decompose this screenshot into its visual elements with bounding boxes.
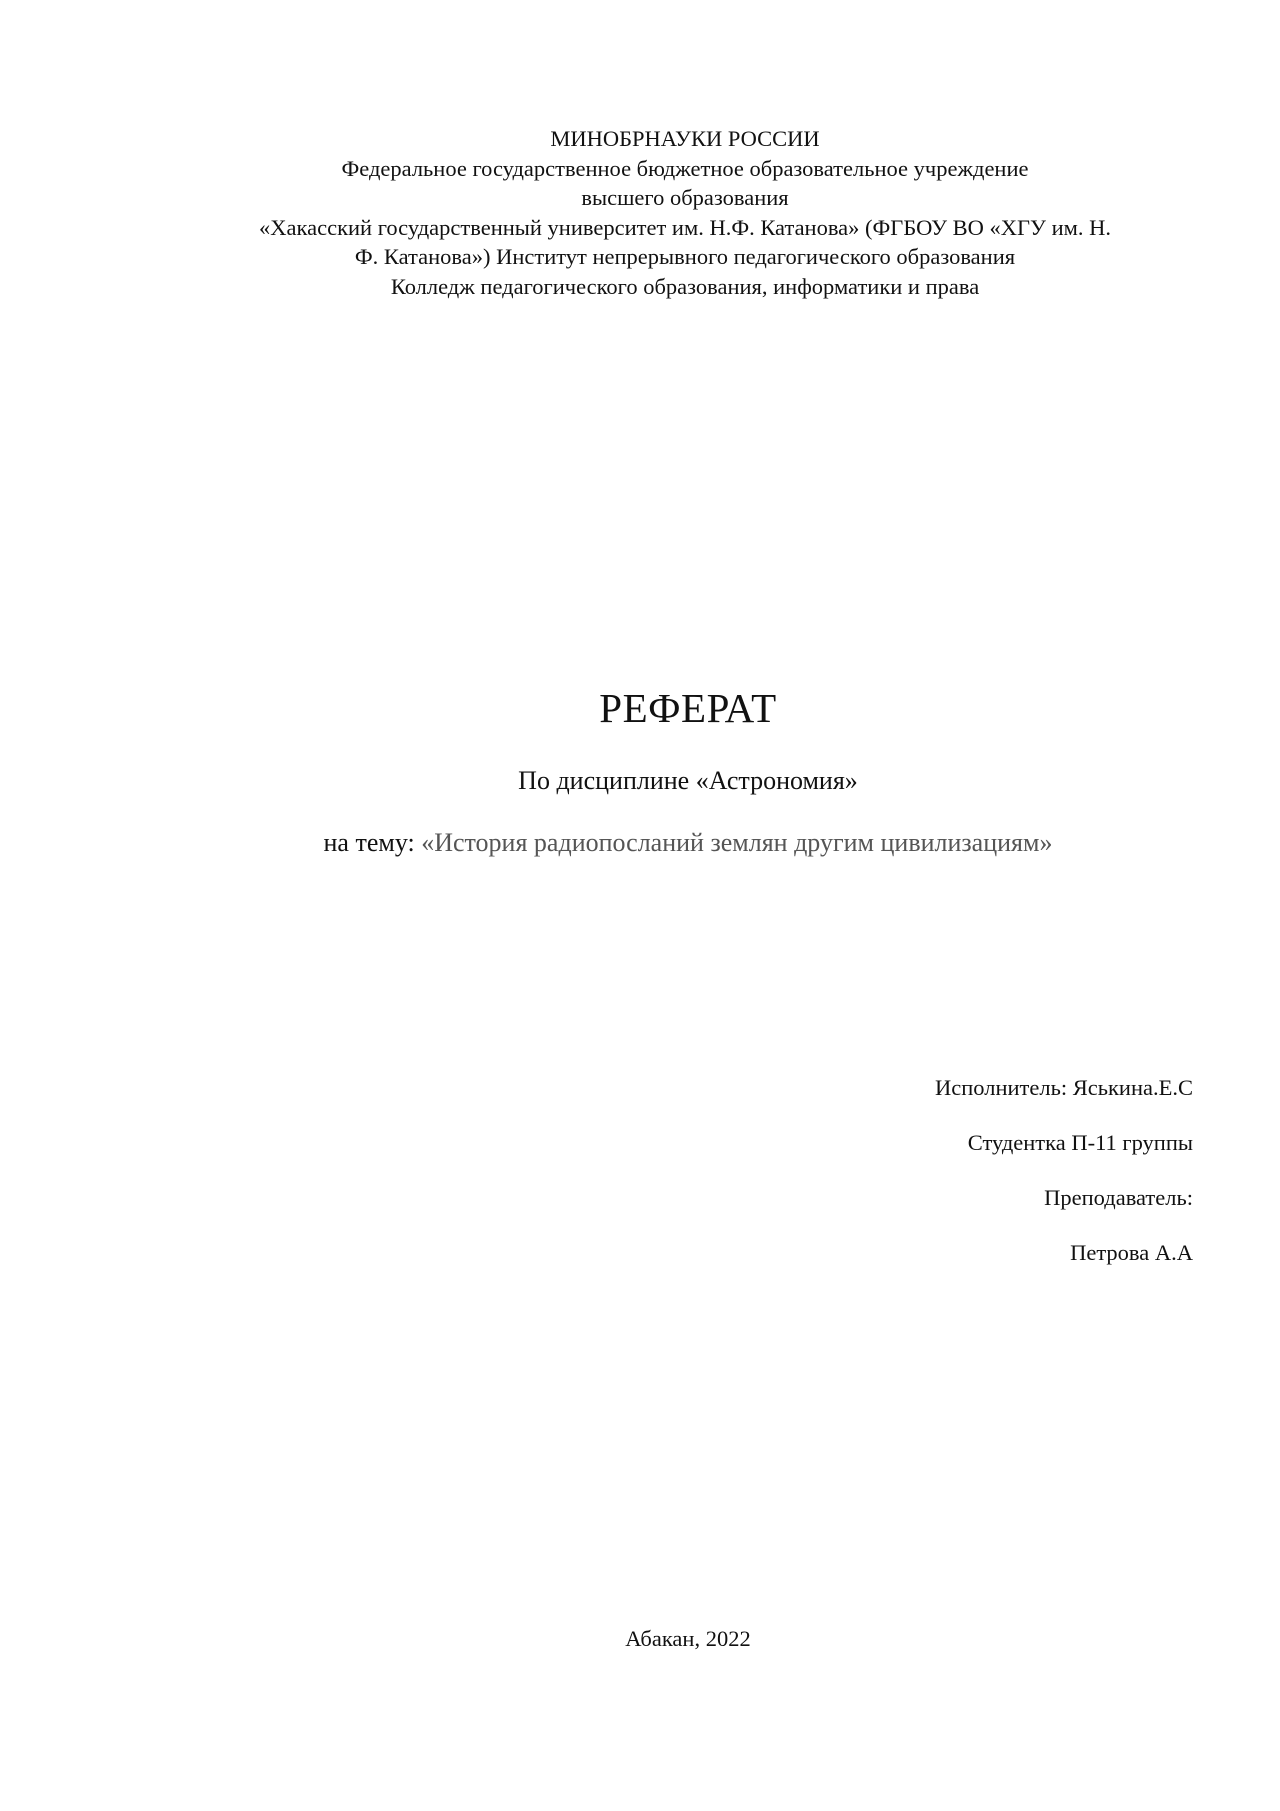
teacher-name: Петрова А.А xyxy=(1070,1240,1193,1265)
city-year-footer: Абакан, 2022 xyxy=(625,1626,751,1651)
institute-line: Ф. Катанова») Институт непрерывного педагогического образования xyxy=(354,244,1016,269)
topic-prefix: на тему: xyxy=(323,828,422,857)
institution-type-line: Федеральное государственное бюджетное образовательное учреждение xyxy=(341,155,1029,181)
education-level-line: высшего образования xyxy=(581,185,789,210)
student-group-line: Студентка П-11 группы xyxy=(967,1130,1193,1155)
university-line: «Хакасский государственный университет им. Н.Ф. Катанова» (ФГБОУ ВО «ХГУ им. Н. xyxy=(259,214,1111,240)
executor-line: Исполнитель: Яськина.Е.С xyxy=(935,1075,1193,1100)
topic-line xyxy=(0,827,1280,859)
ministry-line: МИНОБРНАУКИ РОССИИ xyxy=(550,126,820,151)
signature-block xyxy=(935,1073,1193,1293)
institution-header xyxy=(180,124,1190,301)
document-title: РЕФЕРАТ xyxy=(599,685,777,731)
topic-name: «История радиопосланий землян другим цивилизациям» xyxy=(421,828,1053,857)
teacher-label: Преподаватель: xyxy=(1044,1185,1193,1210)
college-line: Колледж педагогического образования, информатики и права xyxy=(390,273,980,299)
discipline-line: По дисциплине «Астрономия» xyxy=(518,766,858,795)
